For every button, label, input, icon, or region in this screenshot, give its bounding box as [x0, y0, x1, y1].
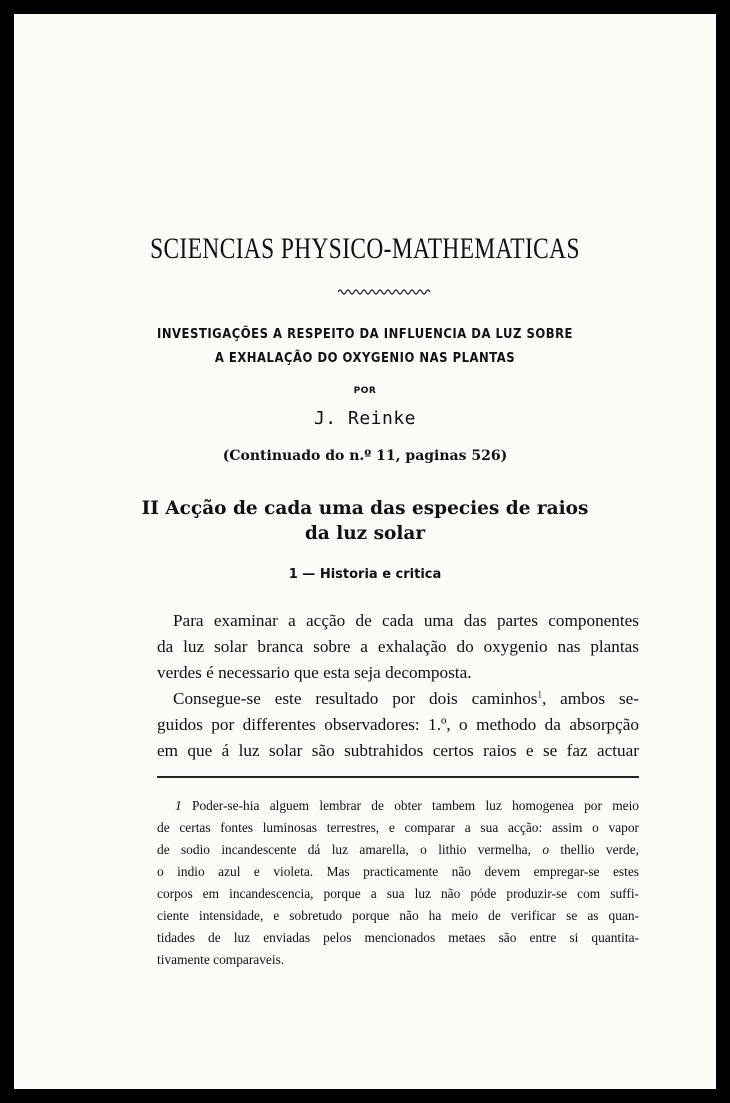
byline-por: POR	[353, 386, 377, 396]
footnote-line-6: ciente intensidade, e sobretudo porque não ha meio de verificar se as quan-	[157, 908, 639, 923]
footnote-mark: 1	[175, 798, 182, 813]
body-text-fragment: Consegue-se este resultado por dois caminhos	[173, 689, 538, 708]
body-text-fragment: , ambos se-	[541, 689, 639, 708]
footnote-reference[interactable]: 1	[537, 689, 542, 700]
footnote-line-4: o indio azul e violeta. Mas practicamente não devem empregar-se estes	[157, 864, 639, 879]
chapter-heading-line-2: da luz solar	[304, 523, 426, 544]
body-paragraph-1-line-1: Para examinar a acção de cada uma das partes componentes	[173, 611, 639, 630]
body-paragraph-1-line-2: da luz solar branca sobre a exhalação do oxygenio nas plantas	[157, 637, 639, 656]
body-paragraph-2-line-3: em que á luz solar são subtrahidos certos raios e se faz actuar	[157, 741, 639, 760]
footnote-line-7: tidades de luz enviadas pelos mencionados metaes são entre si quantita-	[157, 930, 639, 945]
footnote-line-1	[175, 798, 639, 814]
body-paragraph-2-line-1	[173, 689, 639, 709]
continuation-note: (Continuado do n.º 11, paginas 526)	[222, 448, 508, 464]
chapter-heading-line-1: II Acção de cada uma das especies de raios	[141, 498, 589, 519]
body-paragraph-2-line-2: guidos por differentes observadores: 1.º, o methodo da absorpção	[157, 715, 639, 734]
footnote-separator-rule	[157, 776, 639, 778]
footnote-line-3	[157, 842, 639, 858]
subheading: 1 — Historia e critica	[288, 567, 442, 582]
footnote-line-8: tivamente comparaveis.	[157, 952, 285, 967]
bleed-through-text	[140, 94, 660, 250]
section-title: SCIENCIAS PHYSICO-MATHEMATICAS	[150, 232, 580, 265]
article-title-line-1: INVESTIGAÇÕES A RESPEITO DA INFLUENCIA DA LUZ SOBRE	[156, 326, 573, 342]
body-paragraph-1-line-3: verdes é necessario que esta seja decomposta.	[157, 663, 472, 682]
footnote-text-italic: o	[542, 842, 550, 857]
footnote-line-2: de certas fontes luminosas terrestres, e comparar a sua acção: assim o vapor	[157, 820, 639, 835]
footnote-line-5: corpos em incandescencia, porque a sua luz não póde produzir-se com suffi-	[157, 886, 639, 901]
author-name: J. Reinke	[313, 408, 417, 429]
document-page	[14, 14, 716, 1089]
article-title-line-2: A EXHALAÇÃO DO OXYGENIO NAS PLANTAS	[214, 350, 516, 366]
footnote-text: thellio verde,	[560, 842, 639, 857]
footnote-text: de sodio incandescente dá luz amarella, o lithio vermelha,	[157, 842, 531, 857]
wavy-ornament-divider	[338, 288, 432, 296]
footnote-text: Poder-se-hia alguem lembrar de obter tambem luz homogenea por meio	[192, 798, 639, 813]
